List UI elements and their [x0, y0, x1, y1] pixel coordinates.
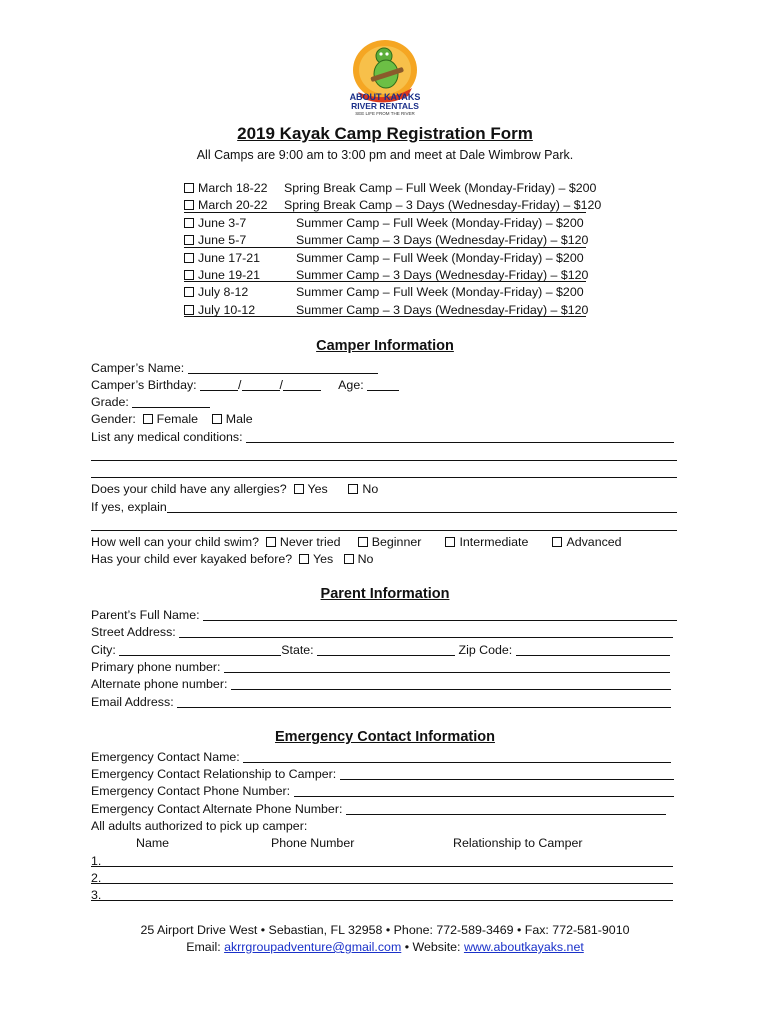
- allergies-no: No: [362, 482, 379, 496]
- camp-date: March 18-22: [198, 181, 268, 195]
- allergies-yes: Yes: [307, 482, 328, 496]
- state-field[interactable]: [317, 643, 455, 656]
- about-kayaks-logo: [342, 34, 428, 120]
- camp-option[interactable]: [184, 180, 604, 197]
- emergency-alt-phone-label: Emergency Contact Alternate Phone Number:: [91, 802, 343, 816]
- checkbox-icon[interactable]: [348, 484, 358, 494]
- email-label: Email Address:: [91, 695, 174, 709]
- camp-description: Spring Break Camp – 3 Days (Wednesday-Friday) – $120: [284, 198, 602, 213]
- grade-row: [91, 394, 210, 411]
- camp-description: Summer Camp – 3 Days (Wednesday-Friday) – $120: [296, 267, 589, 282]
- medical-field[interactable]: [246, 430, 674, 443]
- alt-phone-label: Alternate phone number:: [91, 677, 228, 691]
- city-field[interactable]: [119, 643, 281, 656]
- birthday-month-field[interactable]: [200, 378, 238, 391]
- emergency-name-field[interactable]: [243, 750, 671, 763]
- parent-name-label: Parent’s Full Name:: [91, 608, 200, 622]
- checkbox-icon[interactable]: [344, 554, 354, 564]
- camp-date: June 3-7: [198, 215, 247, 230]
- parent-info-heading: Parent Information: [320, 586, 450, 602]
- logo-line3: SEE LIFE FROM THE RIVER: [355, 111, 415, 116]
- email-row: [91, 694, 671, 711]
- medical-row: [91, 429, 674, 446]
- street-row: [91, 624, 673, 641]
- footer-email-link[interactable]: akrrgroupadventure@gmail.com: [224, 940, 402, 954]
- explain-field[interactable]: [167, 500, 677, 513]
- checkbox-icon[interactable]: [184, 253, 194, 263]
- camp-date: June 5-7: [198, 233, 247, 248]
- pickup-row-number: 3.: [91, 888, 102, 902]
- camp-description: Spring Break Camp – Full Week (Monday-Friday) – $200: [284, 181, 597, 195]
- grade-label: Grade:: [91, 395, 129, 409]
- emergency-phone-field[interactable]: [294, 784, 674, 797]
- explain-row: [91, 499, 677, 516]
- state-label: State:: [281, 643, 314, 657]
- swim-option-never: Never tried: [279, 535, 341, 549]
- emergency-relationship-row: [91, 766, 674, 783]
- camp-option[interactable]: [184, 215, 604, 232]
- pickup-row-number: 2.: [91, 871, 102, 885]
- checkbox-icon[interactable]: [212, 414, 222, 424]
- form-subtitle: All Camps are 9:00 am to 3:00 pm and meet at Dale Wimbrow Park.: [196, 148, 574, 162]
- pickup-row: [91, 887, 673, 904]
- camper-name-row: [91, 360, 378, 377]
- explain-field-line2[interactable]: [91, 530, 677, 531]
- checkbox-icon[interactable]: [552, 537, 562, 547]
- kayaked-yes: Yes: [313, 552, 334, 566]
- camp-description: Summer Camp – Full Week (Monday-Friday) – $200: [296, 285, 584, 300]
- street-field[interactable]: [179, 625, 673, 638]
- emergency-alt-phone-row: [91, 801, 666, 818]
- camp-option[interactable]: [184, 250, 604, 267]
- emergency-name-label: Emergency Contact Name:: [91, 750, 240, 764]
- checkbox-icon[interactable]: [184, 287, 194, 297]
- swim-row: [91, 534, 622, 551]
- allergies-row: [91, 481, 378, 498]
- camp-description: Summer Camp – 3 Days (Wednesday-Friday) – $120: [296, 233, 589, 248]
- swim-option-advanced: Advanced: [566, 535, 622, 549]
- pickup-row: [91, 853, 673, 870]
- checkbox-icon[interactable]: [184, 218, 194, 228]
- camp-date: June 19-21: [198, 267, 261, 282]
- emergency-relationship-field[interactable]: [340, 767, 674, 780]
- footer-contact: [0, 939, 770, 956]
- camp-date: July 10-12: [198, 302, 256, 317]
- pickup-row-field[interactable]: [101, 854, 673, 867]
- camp-option[interactable]: [184, 232, 604, 249]
- alt-phone-row: [91, 676, 671, 693]
- checkbox-icon[interactable]: [358, 537, 368, 547]
- camp-description: Summer Camp – Full Week (Monday-Friday) – $200: [296, 215, 584, 230]
- col-phone-header: Phone Number: [271, 836, 355, 850]
- city-state-zip-row: [91, 642, 670, 659]
- camper-name-field[interactable]: [188, 361, 378, 374]
- checkbox-icon[interactable]: [184, 200, 194, 210]
- checkbox-icon[interactable]: [143, 414, 153, 424]
- kayaked-row: [91, 551, 373, 568]
- zip-label: Zip Code:: [458, 643, 513, 657]
- email-field[interactable]: [177, 695, 671, 708]
- emergency-alt-phone-field[interactable]: [346, 802, 666, 815]
- checkbox-icon[interactable]: [184, 305, 194, 315]
- form-title: 2019 Kayak Camp Registration Form: [237, 124, 533, 143]
- female-option: Female: [156, 412, 198, 426]
- camper-info-heading: Camper Information: [316, 338, 454, 354]
- emergency-phone-row: [91, 783, 674, 800]
- checkbox-icon[interactable]: [184, 235, 194, 245]
- gender-row: [91, 411, 253, 428]
- footer-address: 25 Airport Drive West • Sebastian, FL 32958 • Phone: 772-589-3469 • Fax: 772-581-9010: [140, 923, 630, 937]
- parent-name-row: [91, 607, 677, 624]
- emergency-phone-label: Emergency Contact Phone Number:: [91, 784, 291, 798]
- pickup-row-number: 1.: [91, 854, 102, 868]
- checkbox-icon[interactable]: [184, 183, 194, 193]
- primary-phone-row: [91, 659, 670, 676]
- camp-description: Summer Camp – Full Week (Monday-Friday) – $200: [296, 250, 584, 265]
- camp-date: March 20-22: [198, 198, 268, 213]
- camper-birthday-row: Camper’s Birthday: / / Age:: [91, 377, 399, 394]
- adults-label: All adults authorized to pick up camper:: [91, 819, 308, 833]
- city-label: City:: [91, 643, 116, 657]
- kayaked-label: Has your child ever kayaked before?: [91, 552, 293, 566]
- col-name-header: Name: [136, 836, 170, 850]
- checkbox-icon[interactable]: [445, 537, 455, 547]
- adults-label-row: [91, 818, 307, 835]
- pickup-row-field[interactable]: [101, 871, 673, 884]
- parent-name-field[interactable]: [203, 608, 677, 621]
- checkbox-icon[interactable]: [266, 537, 276, 547]
- swim-label: How well can your child swim?: [91, 535, 260, 549]
- camp-option[interactable]: [184, 302, 604, 319]
- camp-options-list: [184, 180, 604, 319]
- kayaked-no: No: [357, 552, 374, 566]
- primary-phone-label: Primary phone number:: [91, 660, 221, 674]
- age-field[interactable]: [367, 378, 399, 391]
- logo-line2: RIVER RENTALS: [351, 101, 419, 111]
- checkbox-icon[interactable]: [299, 554, 309, 564]
- medical-field-line3[interactable]: [91, 477, 677, 478]
- birthday-year-field[interactable]: [283, 378, 321, 391]
- swim-option-intermediate: Intermediate: [459, 535, 529, 549]
- age-label: Age:: [338, 378, 364, 392]
- male-option: Male: [225, 412, 253, 426]
- pickup-row-field[interactable]: [101, 888, 673, 901]
- explain-label: If yes, explain: [91, 500, 167, 514]
- allergies-label: Does your child have any allergies?: [91, 482, 287, 496]
- swim-option-beginner: Beginner: [371, 535, 422, 549]
- grade-field[interactable]: [132, 395, 210, 408]
- camp-option[interactable]: [184, 197, 604, 214]
- zip-field[interactable]: [516, 643, 670, 656]
- footer-website-link[interactable]: www.aboutkayaks.net: [463, 940, 584, 954]
- logo-line1: ABOUT KAYAKS: [349, 92, 421, 102]
- camp-date: June 17-21: [198, 250, 261, 265]
- primary-phone-field[interactable]: [224, 660, 670, 673]
- camp-description: Summer Camp – 3 Days (Wednesday-Friday) – $120: [296, 302, 589, 317]
- birthday-day-field[interactable]: [242, 378, 280, 391]
- street-label: Street Address:: [91, 625, 176, 639]
- camper-name-label: Camper’s Name:: [91, 361, 185, 375]
- alt-phone-field[interactable]: [231, 677, 671, 690]
- emergency-relationship-label: Emergency Contact Relationship to Camper:: [91, 767, 337, 781]
- checkbox-icon[interactable]: [294, 484, 304, 494]
- medical-field-line2[interactable]: [91, 460, 677, 461]
- camp-date: July 8-12: [198, 285, 249, 300]
- camp-option[interactable]: [184, 284, 604, 301]
- footer-website-prefix: • Website:: [401, 940, 464, 954]
- footer-email-prefix: Email:: [186, 940, 225, 954]
- checkbox-icon[interactable]: [184, 270, 194, 280]
- col-relationship-header: Relationship to Camper: [453, 836, 583, 850]
- emergency-name-row: [91, 749, 671, 766]
- gender-label: Gender:: [91, 412, 136, 426]
- medical-label: List any medical conditions:: [91, 430, 243, 444]
- camp-option[interactable]: [184, 267, 604, 284]
- camper-birthday-label: Camper’s Birthday:: [91, 378, 197, 392]
- pickup-row: [91, 870, 673, 887]
- emergency-info-heading: Emergency Contact Information: [275, 729, 495, 745]
